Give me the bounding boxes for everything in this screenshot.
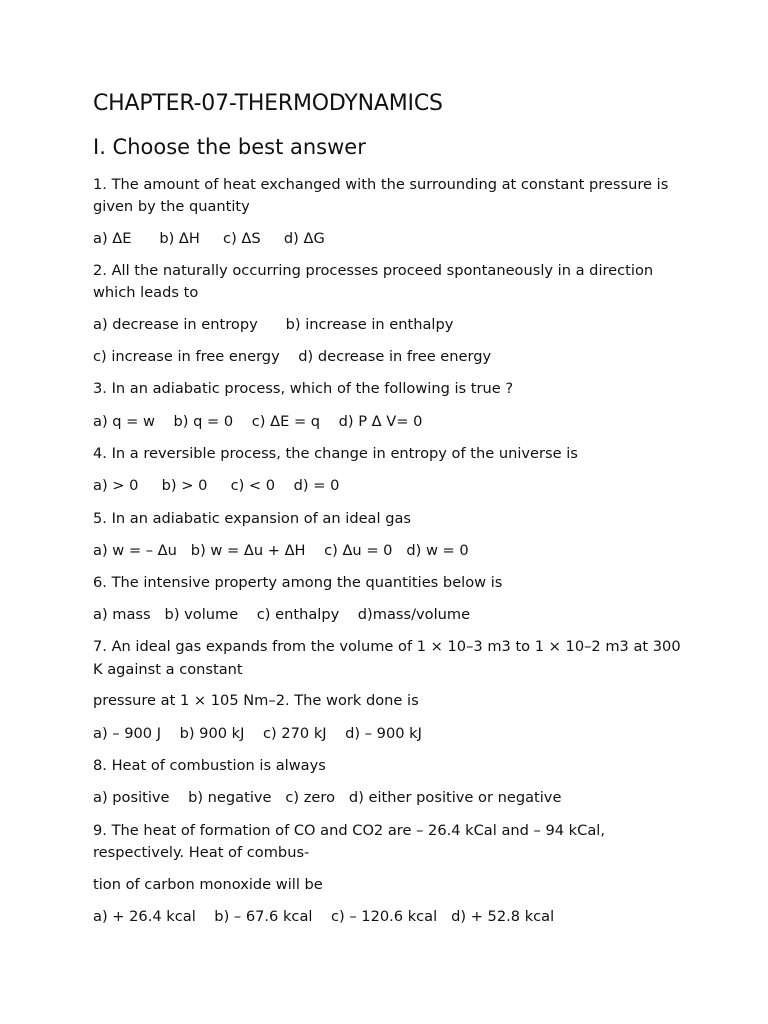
question-7-options: a) – 900 J b) 900 kJ c) 270 kJ d) – 900 kJ xyxy=(93,725,422,742)
question-1-line-2: given by the quantity xyxy=(93,198,250,215)
question-2-options-ab: a) decrease in entropy b) increase in enthalpy xyxy=(93,316,454,333)
question-5-options: a) w = – Δu b) w = Δu + ΔH c) Δu = 0 d) w = 0 xyxy=(93,542,469,559)
chapter-title: CHAPTER-07-THERMODYNAMICS xyxy=(93,91,443,116)
question-3-options: a) q = w b) q = 0 c) ΔE = q d) P Δ V= 0 xyxy=(93,413,423,430)
question-9-line-3: tion of carbon monoxide will be xyxy=(93,876,323,893)
question-7-line-2: K against a constant xyxy=(93,661,243,678)
question-5-line-1: 5. In an adiabatic expansion of an ideal gas xyxy=(93,510,412,527)
question-4-options: a) > 0 b) > 0 c) < 0 d) = 0 xyxy=(93,477,340,494)
question-7-line-1: 7. An ideal gas expands from the volume of 1 × 10–3 m3 to 1 × 10–2 m3 at 300 xyxy=(93,638,681,655)
question-6-line-1: 6. The intensive property among the quantities below is xyxy=(93,574,503,591)
question-2-line-1: 2. All the naturally occurring processes proceed spontaneously in a direction xyxy=(93,262,654,279)
question-7-line-3: pressure at 1 × 105 Nm–2. The work done is xyxy=(93,692,419,709)
question-2-line-2: which leads to xyxy=(93,284,199,301)
question-2-options-cd: c) increase in free energy d) decrease in free energy xyxy=(93,348,492,365)
question-9-line-2: respectively. Heat of combus- xyxy=(93,844,310,861)
question-9-options: a) + 26.4 kcal b) – 67.6 kcal c) – 120.6 kcal d) + 52.8 kcal xyxy=(93,908,555,925)
question-8-options: a) positive b) negative c) zero d) either positive or negative xyxy=(93,789,562,806)
question-1-options: a) ΔE b) ΔH c) ΔS d) ΔG xyxy=(93,230,325,247)
question-9-line-1: 9. The heat of formation of CO and CO2 are – 26.4 kCal and – 94 kCal, xyxy=(93,822,605,839)
question-1-line-1: 1. The amount of heat exchanged with the surrounding at constant pressure is xyxy=(93,176,669,193)
section-heading: I. Choose the best answer xyxy=(93,135,366,159)
question-3-line-1: 3. In an adiabatic process, which of the following is true ? xyxy=(93,380,514,397)
question-6-options: a) mass b) volume c) enthalpy d)mass/volume xyxy=(93,606,471,623)
question-4-line-1: 4. In a reversible process, the change in entropy of the universe is xyxy=(93,445,578,462)
question-8-line-1: 8. Heat of combustion is always xyxy=(93,757,326,774)
